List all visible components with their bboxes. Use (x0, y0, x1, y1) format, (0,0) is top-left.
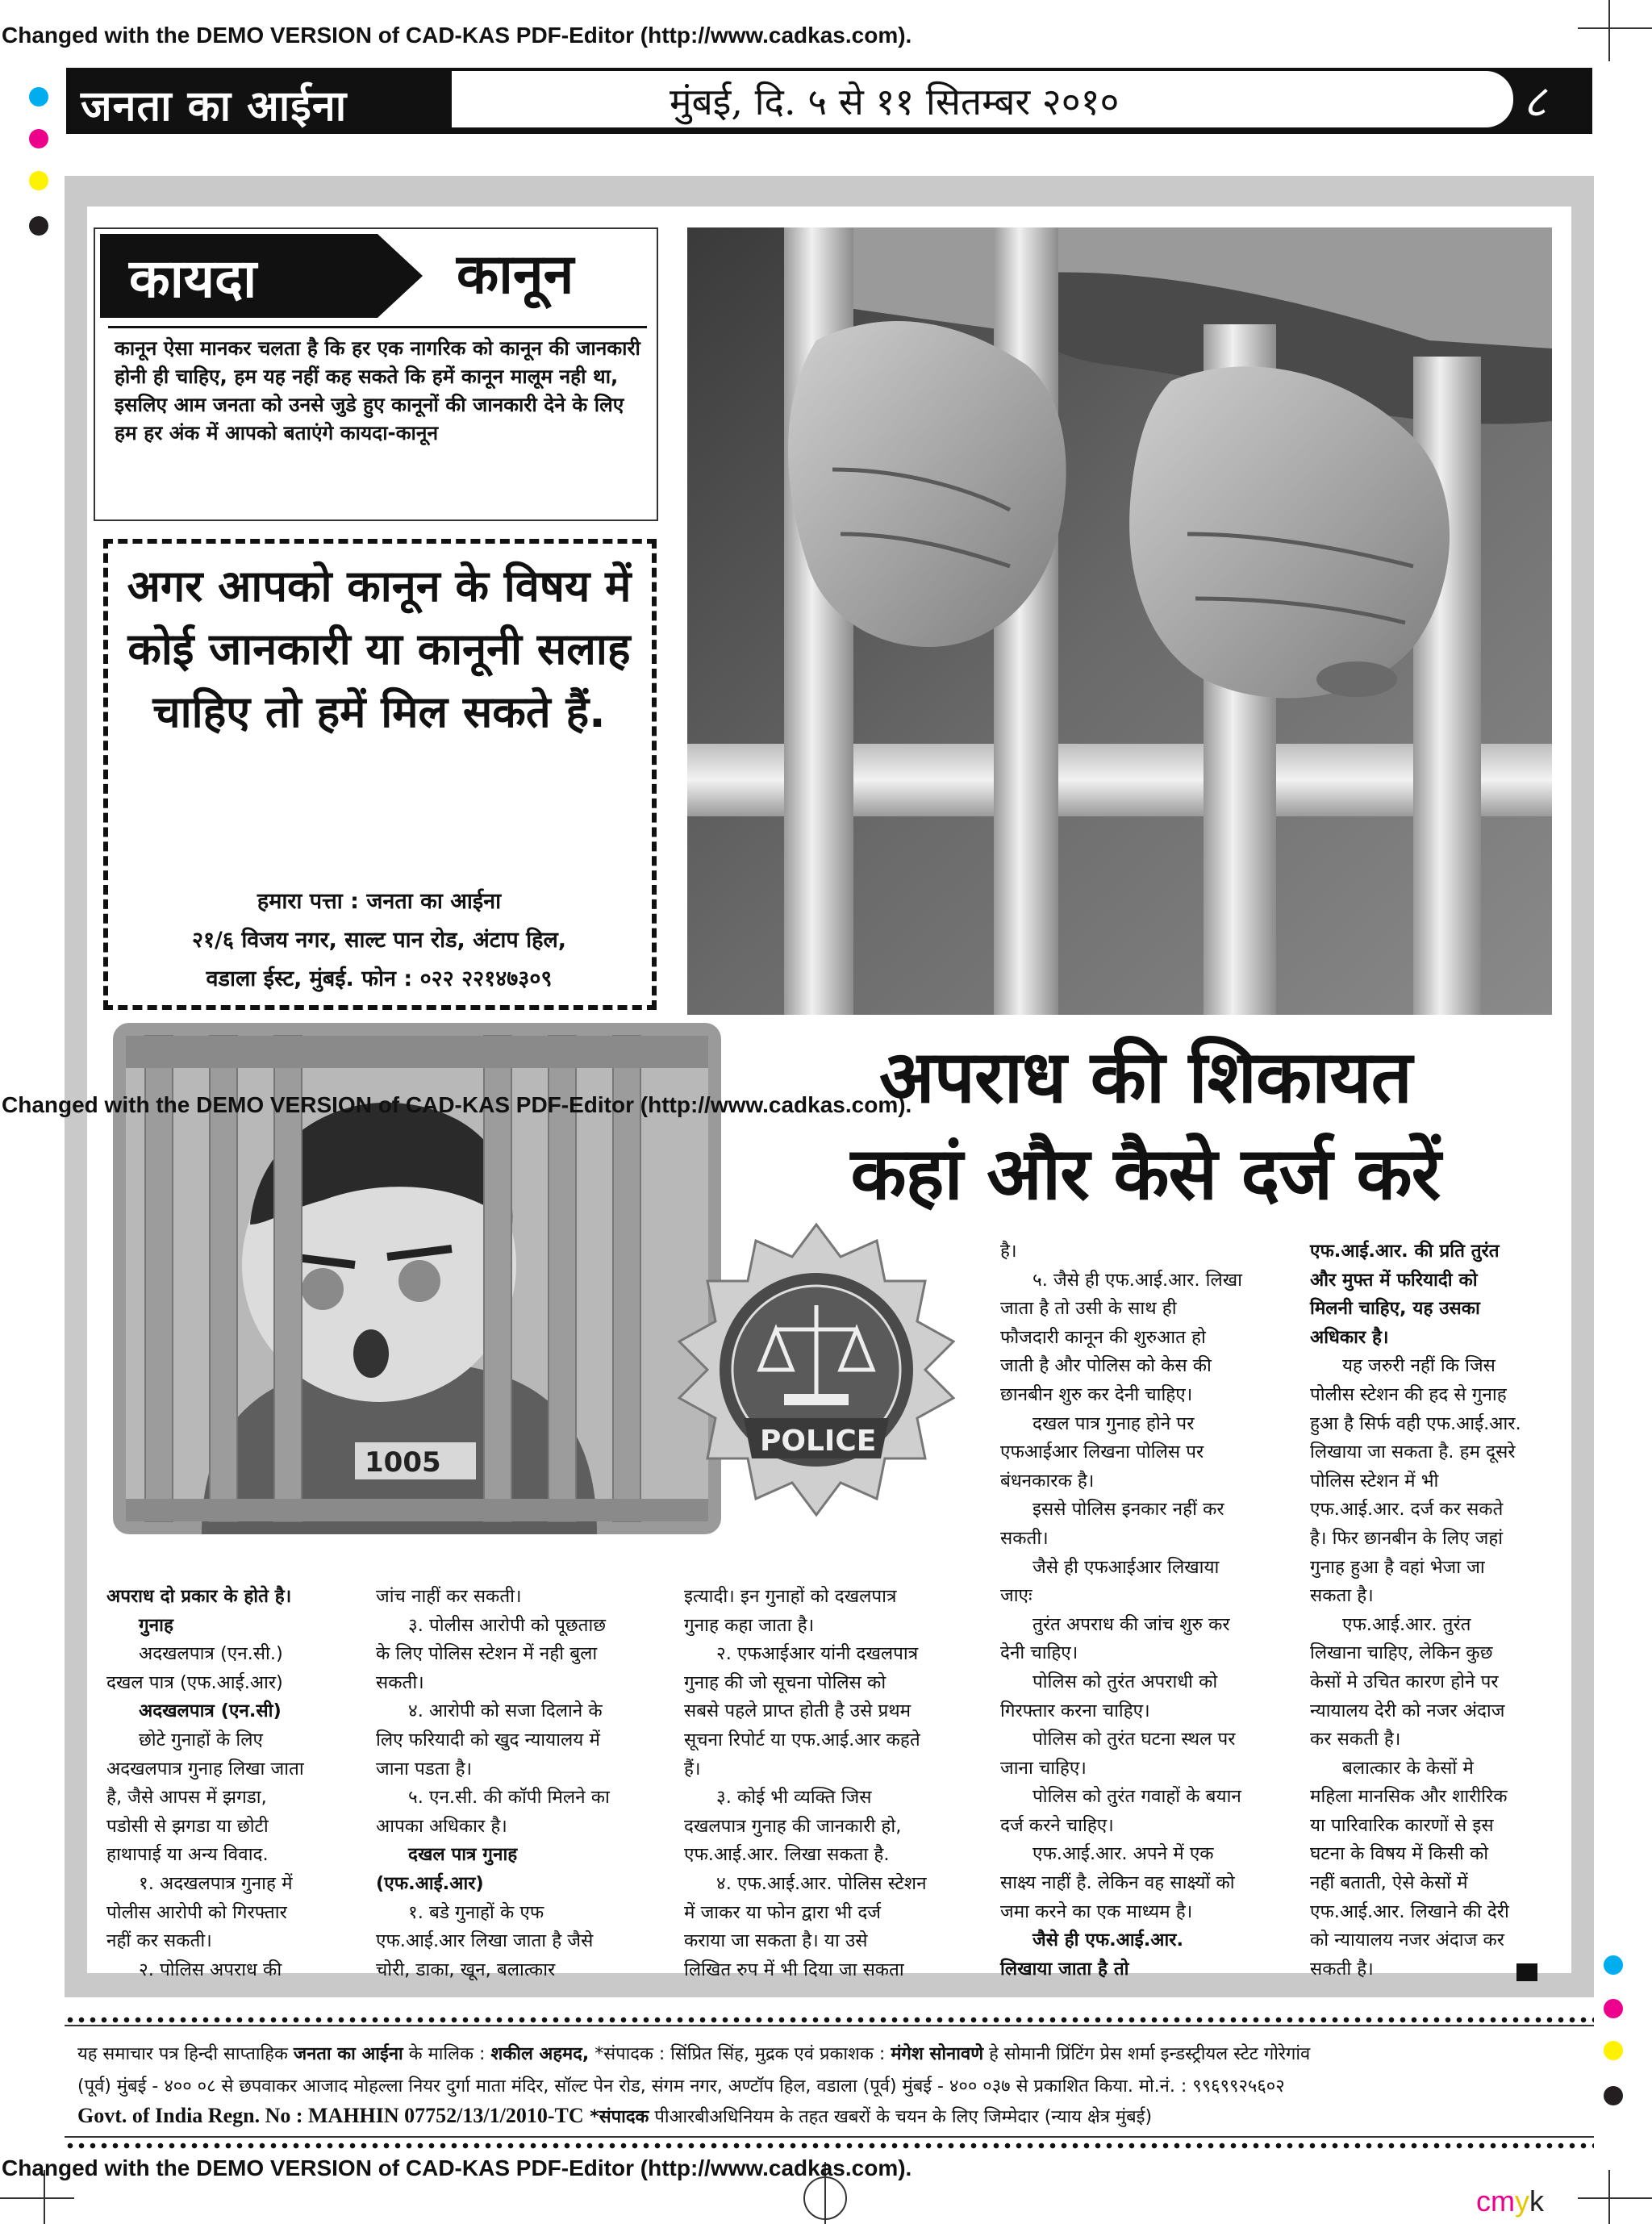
article-line: नहीं कर सकती। (106, 1930, 212, 1952)
police-badge-graphic (663, 1216, 970, 1523)
article-line: सकती। (1000, 1527, 1049, 1549)
cmyk-letters: cm (1476, 2184, 1515, 2218)
kayda-kanoon-description: कानून ऐसा मानकर चलता है कि हर एक नागरिक को कानून की जानकारी होनी ही चाहिए, हम यह नहीं कह सकते कि हमें कानून मालूम नही था, इसलिए आम जनता को उनसे जुडे हुए कानूनों की जानकारी देने के लिए हम हर अंक में आपको बताएंगे कायदा-कानून (115, 336, 640, 444)
magenta-dot (29, 129, 48, 148)
article-line: छानबीन शुरु कर देनी चाहिए। (1000, 1383, 1193, 1405)
crop-mark (1578, 2197, 1652, 2199)
address-line: २१/६ विजय नगर, साल्ट पान रोड, अंटाप हिल, (191, 928, 567, 953)
newspaper-name: जनता का आईना (81, 82, 348, 131)
magenta-dot (1604, 1999, 1623, 2018)
article-line: बलात्कार के केसों मे (1342, 1757, 1474, 1779)
article-line: ३. कोई भी व्यक्ति जिस (716, 1787, 872, 1809)
article-line: जैसे ही एफ.आई.आर. (1032, 1930, 1184, 1951)
black-dot (29, 216, 48, 236)
imprint-text: *संपादक : सिंप्रित सिंह, मुद्रक एवं प्रकाशक : (589, 2044, 891, 2064)
imprint-line-1 (77, 2041, 1310, 2065)
article-line: गुनाह कहा जाता है। (684, 1614, 815, 1636)
dotted-rule (65, 2017, 1594, 2023)
yellow-dot (1604, 2041, 1623, 2060)
article-line: ४. आरोपी को सजा दिलाने के (408, 1700, 603, 1722)
watermark-top: Changed with the DEMO VERSION of CAD-KAS PDF-Editor (http://www.cadkas.com). (2, 23, 912, 48)
article-line: है। (1000, 1241, 1017, 1262)
article-line: ३. पोलीस आरोपी को पूछताछ (408, 1614, 607, 1636)
article-line: जाता है तो उसी के साथ ही (1000, 1298, 1177, 1320)
article-line: न्यायालय देरी को नजर अंदाज (1310, 1700, 1505, 1721)
crop-mark (1608, 0, 1610, 61)
article-line: जमा करने का एक माध्यम है। (1000, 1901, 1193, 1922)
article-line: साक्ष्य नाहीं है. लेकिन वह साक्ष्यों को (1000, 1872, 1235, 1894)
article-line: अदखलपात्र (एन.सी.) (139, 1643, 283, 1665)
jail-photo-illustration (687, 227, 1552, 1015)
article-line: और मुफ्त में फरियादी को (1310, 1269, 1478, 1291)
imprint-text: के मालिक : (403, 2044, 491, 2064)
article-line: लिखाया जा सकता है. हम दूसरे (1310, 1442, 1516, 1463)
page-number: ८ (1523, 76, 1547, 128)
article-line: एफ.आई.आर. लिखाने की देरी (1310, 1901, 1509, 1922)
crop-mark (0, 2197, 74, 2199)
watermark-bottom: Changed with the DEMO VERSION of CAD-KAS PDF-Editor (http://www.cadkas.com). (2, 2155, 912, 2180)
badge-text: POLICE (760, 1425, 877, 1458)
article-line: २. पोलिस अपराध की (139, 1959, 282, 1980)
article-line: देनी चाहिए। (1000, 1642, 1078, 1664)
article-line: दखल पात्र गुनाह होने पर (1032, 1412, 1195, 1434)
article-column-5 (1310, 1237, 1552, 1984)
article-line: है। फिर छानबीन के लिए जहां (1310, 1527, 1504, 1549)
article-line: २. एफआईआर यांनी दखलपात्र (716, 1643, 919, 1665)
article-line: नहीं बताती, ऐसे केसों में (1310, 1872, 1468, 1894)
article-line: फौजदारी कानून की शुरुआत हो (1000, 1326, 1206, 1348)
yellow-dot (29, 171, 48, 190)
article-line: एफ.आई.आर. दर्ज कर सकते (1310, 1499, 1504, 1521)
article-line: सकता है। (1310, 1585, 1374, 1607)
article-line: तुरंत अपराध की जांच शुरु कर (1032, 1613, 1230, 1635)
article-line: आपका अधिकार है। (376, 1815, 507, 1837)
article-line: जाना पडता है। (376, 1758, 473, 1780)
article-line: एफ.आई.आर. तुरंत (1342, 1613, 1471, 1635)
article-line: जाएः (1000, 1585, 1032, 1607)
article-line: सकती है। (1310, 1958, 1374, 1980)
article-line: महिला मानसिक और शारीरिक (1310, 1786, 1508, 1808)
article-line: दखल पात्र गुनाह (408, 1844, 518, 1866)
imprint-printer: मंगेश सोनावणे (891, 2044, 984, 2064)
article-line: कर सकती है। (1310, 1729, 1401, 1750)
article-line: लिखाना चाहिए, लेकिन कुछ (1310, 1642, 1493, 1664)
article-line: या पारिवारिक कारणों से इस (1310, 1814, 1494, 1836)
article-line: हुआ है सिर्फ वही एफ.आई.आर. (1310, 1412, 1521, 1434)
article-line: लिए फरियादी को खुद न्यायालय में (376, 1729, 600, 1750)
article-line: कराया जा सकता है। या उसे (684, 1930, 868, 1952)
headline-line: कहां और कैसे दर्ज करें (850, 1132, 1441, 1216)
article-line: सूचना रिपोर्ट या एफ.आई.आर कहते (684, 1729, 920, 1750)
imprint-editor-mark: *संपादक (583, 2107, 649, 2127)
cmyk-label (1476, 2184, 1544, 2218)
article-line: केसों मे उचित कारण होने पर (1310, 1671, 1499, 1692)
dotted-rule (65, 2143, 1594, 2149)
article-line: यह जरुरी नहीं कि जिस (1342, 1355, 1496, 1377)
article-line: पोलिस को तुरंत घटना स्थल पर (1032, 1729, 1236, 1750)
article-line: (एफ.आई.आर) (376, 1872, 484, 1894)
address-line: वडाला ईस्ट, मुंबई. फोन : ०२२ २२१४७३०९ (206, 966, 553, 991)
cartoon-prisoner-number: 1005 (365, 1446, 441, 1479)
article-line: एफ.आई.आर. अपने में एक (1032, 1843, 1214, 1865)
article-column-1 (106, 1583, 373, 1984)
article-line: ५. एन.सी. की कॉपी मिलने का (408, 1787, 610, 1809)
imprint-text: हे सोमानी प्रिंटिंग प्रेस शर्मा इन्डस्ट्रीयल स्टेट गोरेगांव (983, 2044, 1311, 2064)
crop-mark (1608, 2170, 1610, 2224)
article-line: गुनाह हुआ है वहां भेजा जा (1310, 1556, 1485, 1578)
imprint-owner: शकील अहमद, (490, 2044, 590, 2064)
article-column-3 (684, 1583, 974, 1984)
imprint-text: यह समाचार पत्र हिन्दी साप्ताहिक (77, 2044, 294, 2064)
article-line: दखलपात्र गुनाह की जानकारी हो, (684, 1815, 902, 1837)
article-line: एफ.आई.आर. की प्रति तुरंत (1310, 1241, 1500, 1262)
article-line: एफ.आई.आर. लिखा सकता है. (684, 1844, 890, 1866)
headline-line: अपराध की शिकायत (879, 1035, 1412, 1120)
registration-number: Govt. of India Regn. No : MAHHIN 07752/13/1/2010-TC (77, 2104, 584, 2127)
hands-gripping-jail-bars-photo (687, 227, 1552, 1015)
article-line: पोलिस को तुरंत अपराधी को (1032, 1671, 1218, 1692)
end-of-article-mark (1516, 1963, 1537, 1981)
article-line: लिखाया जाता है तो (1000, 1958, 1129, 1980)
contact-headline: अगर आपको कानून के विषय में कोई जानकारी या कानूनी सलाह चाहिए तो हमें मिल सकते हैं. (127, 561, 632, 737)
article-line: ४. एफ.आई.आर. पोलिस स्टेशन (716, 1872, 927, 1894)
article-line: लिखित रुप में भी दिया जा सकता (684, 1959, 904, 1980)
article-line: पडोसी से झगडा या छोटी (106, 1815, 269, 1837)
article-line: ५. जैसे ही एफ.आई.आर. लिखा (1032, 1269, 1242, 1291)
article-line: १. बडे गुनाहों के एफ (408, 1901, 544, 1923)
police-badge-icon (663, 1216, 970, 1523)
kanoon-title: कानून (457, 243, 574, 307)
article-line: इससे पोलिस इनकार नहीं कर (1032, 1499, 1224, 1521)
article-line: पोलीस स्टेशन की हद से गुनाह (1310, 1383, 1507, 1405)
article-line: घटना के विषय में किसी को (1310, 1843, 1489, 1865)
crop-mark (1578, 27, 1652, 29)
article-line: को न्यायालय नजर अंदाज कर (1310, 1930, 1504, 1951)
cyan-dot (1604, 1955, 1623, 1975)
article-line: मिलनी चाहिए, यह उसका (1310, 1298, 1480, 1320)
imprint-line-3 (77, 2104, 1152, 2128)
article-line: पोलिस को तुरंत गवाहों के बयान (1032, 1786, 1241, 1808)
article-line: है, जैसे आपस में झगडा, (106, 1787, 267, 1809)
imprint-paper-name: जनता का आईना (293, 2044, 403, 2064)
cmyk-letter-y: y (1515, 2184, 1529, 2218)
article-line: बंधनकारक है। (1000, 1470, 1095, 1492)
imprint-text: पीआरबीअधिनियम के तहत खबरों के चयन के लिए जिम्मेदार (न्याय क्षेत्र मुंबई) (649, 2107, 1153, 2127)
article-line: अदखलपात्र गुनाह लिखा जाता (106, 1758, 304, 1780)
article-line: इत्यादी। इन गुनाहों को दखलपात्र (684, 1586, 897, 1607)
article-column-4 (1000, 1237, 1291, 1984)
article-line: जैसे ही एफआईआर लिखाया (1032, 1556, 1220, 1578)
article-line: हाथापाई या अन्य विवाद. (106, 1844, 269, 1866)
article-line: जांच नाहीं कर सकती। (376, 1586, 522, 1607)
cyan-dot (29, 87, 48, 106)
article-line: अदखलपात्र (एन.सी) (139, 1700, 282, 1722)
article-headline (726, 1029, 1565, 1223)
article-line: १. अदखलपात्र गुनाह में (139, 1872, 293, 1894)
article-line: छोटे गुनाहों के लिए (139, 1729, 263, 1750)
article-line: के लिए पोलिस स्टेशन में नही बुला (376, 1643, 598, 1665)
contact-address (113, 883, 645, 999)
divider (108, 326, 647, 328)
article-line: हैं। (684, 1758, 701, 1780)
article-line: जाना चाहिए। (1000, 1757, 1087, 1779)
article-line: एफआईआर लिखना पोलिस पर (1000, 1442, 1204, 1463)
article-line: एफ.आई.आर लिखा जाता है जैसे (376, 1930, 594, 1952)
kayda-tag-label: कायदा (129, 248, 257, 310)
article-line: सबसे पहले प्राप्त होती है उसे प्रथम (684, 1700, 912, 1722)
imprint-line-2: (पूर्व) मुंबई - ४०० ०८ से छपवाकर आजाद मोहल्ला नियर दुर्गा माता मंदिर, सॉल्ट पेन रोड, संगम नगर, अण्टॉप हिल, वडाला (पूर्व) मुंबई - ४०० ०३७ से प्रकाशित किया. मो.नं. : ९९६९९२५६०२ (77, 2076, 1285, 2097)
black-dot (1604, 2086, 1623, 2105)
article-line: गुनाह की जो सूचना पोलिस को (684, 1671, 886, 1693)
article-line: दखल पात्र (एफ.आई.आर) (106, 1671, 283, 1693)
article-line: अपराध दो प्रकार के होते है। (106, 1586, 292, 1607)
article-line: अधिकार है। (1310, 1326, 1389, 1348)
article-line: जाती है और पोलिस को केस की (1000, 1355, 1212, 1377)
article-column-2 (376, 1583, 658, 1984)
article-line: सकती। (376, 1671, 424, 1693)
article-line: गुनाह (139, 1614, 173, 1636)
article-line: गिरफ्तार करना चाहिए। (1000, 1700, 1150, 1721)
address-line: हमारा पत्ता : जनता का आईना (257, 889, 502, 914)
watermark-middle: Changed with the DEMO VERSION of CAD-KAS PDF-Editor (http://www.cadkas.com). (2, 1092, 912, 1117)
cmyk-letter-k: k (1529, 2184, 1544, 2218)
article-line: पोलिस स्टेशन में भी (1310, 1470, 1439, 1492)
issue-date: मुंबई, दि. ५ से ११ सितम्बर २०१० (670, 80, 1120, 123)
article-line: में जाकर या फोन द्वारा भी दर्ज (684, 1901, 881, 1923)
article-line: चोरी, डाका, खून, बलात्कार (376, 1959, 556, 1980)
article-line: पोलीस आरोपी को गिरफ्तार (106, 1901, 287, 1923)
article-line: दर्ज करने चाहिए। (1000, 1814, 1114, 1836)
